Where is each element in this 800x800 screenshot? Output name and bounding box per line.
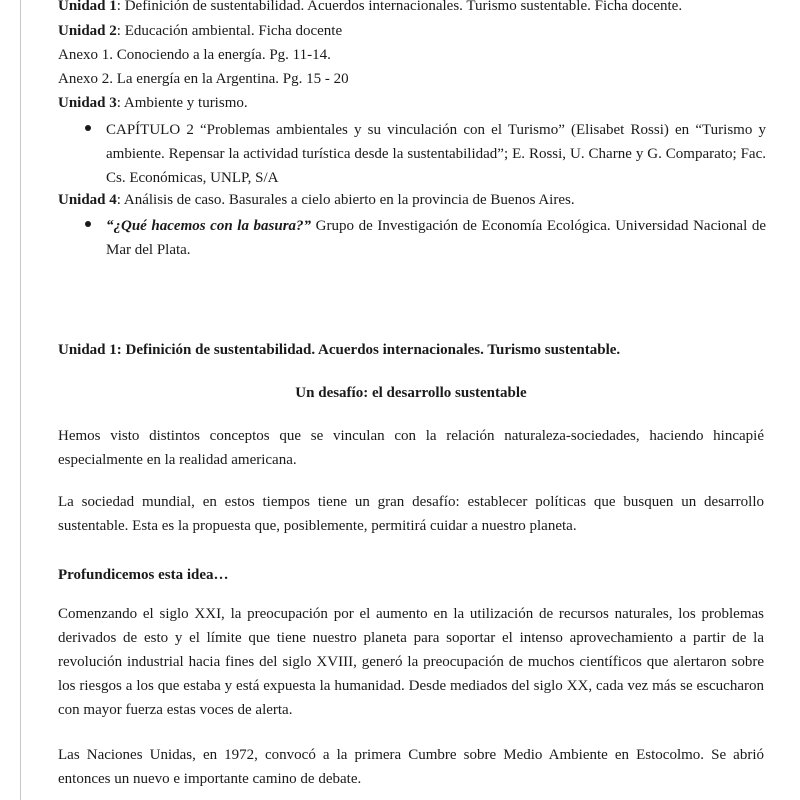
paragraph-5: Las Naciones Unidas, en 1972, convocó a la primera Cumbre sobre Medio Ambiente en Estocolmo. Se abrió entonces un nuevo e importante camino de debate. (58, 747, 764, 787)
scan-edge-line (20, 0, 21, 800)
paragraph-2: La sociedad mundial, en estos tiempos tiene un gran desafío: establecer políticas que busquen un desarrollo sustentable. Esta es la propuesta que, posiblemente, permitirá cuidar a nuestro planeta. (58, 494, 764, 534)
paragraph-heading-profundicemos: Profundicemos esta idea… (58, 567, 229, 583)
unit-label: Unidad 4 (58, 192, 117, 208)
section-subtitle: Un desafío: el desarrollo sustentable (295, 385, 527, 401)
unit-label: Unidad 1 (58, 0, 117, 14)
unit-label: Unidad 3 (58, 95, 117, 111)
unit-text: : Ambiente y turismo. (116, 95, 248, 111)
unit-text: : Análisis de caso. Basurales a cielo abierto en la provincia de Buenos Aires. (116, 192, 575, 208)
unit-text: : Educación ambiental. Ficha docente (116, 23, 343, 39)
bullet-body: Grupo de Investigación de Economía Ecológica. Universidad Nacional de Mar del Plata. (106, 218, 766, 258)
index-unidad-3 (58, 93, 768, 114)
index-unidad-2 (58, 21, 768, 42)
bullet-icon (85, 125, 91, 131)
unidad-4-bullet-text (106, 214, 766, 262)
index-unidad-1 (58, 0, 768, 17)
bullet-title: “¿Qué hacemos con la basura?” (106, 218, 312, 234)
index-anexo-1: Anexo 1. Conociendo a la energía. Pg. 11-14. (58, 47, 331, 63)
bullet-icon (85, 221, 91, 227)
section-heading: Unidad 1: Definición de sustentabilidad. Acuerdos internacionales. Turismo sustentable. (58, 342, 621, 358)
unidad-3-bullet-text: CAPÍTULO 2 “Problemas ambientales y su vinculación con el Turismo” (Elisabet Rossi) en “Turismo y ambiente. Repensar la actividad turística desde la sustentabilidad”; E. Rossi, U. Charne y G. Comparato; Fac. Cs. Económicas, UNLP, S/A (106, 122, 766, 186)
index-anexo-2: Anexo 2. La energía en la Argentina. Pg. 15 - 20 (58, 71, 349, 87)
paragraph-1: Hemos visto distintos conceptos que se vinculan con la relación naturaleza-sociedades, haciendo hincapié especialmente en la realidad americana. (58, 428, 764, 468)
unit-label: Unidad 2 (58, 23, 117, 39)
paragraph-4: Comenzando el siglo XXI, la preocupación por el aumento en la utilización de recursos naturales, los problemas derivados de esto y el límite que tiene nuestro planeta para soportar el intenso aprovechamiento a partir de la revolución industrial hacia fines del siglo XVIII, generó la preocupación de muchos científicos que alertaron sobre los riesgos a los que estaba y está expuesta la humanidad. Desde mediados del siglo XX, cada vez más se escucharon con mayor fuerza estas voces de alerta. (58, 606, 764, 718)
unit-text: : Definición de sustentabilidad. Acuerdos internacionales. Turismo sustentable. Ficha docente. (116, 0, 683, 14)
index-unidad-4 (58, 190, 768, 211)
